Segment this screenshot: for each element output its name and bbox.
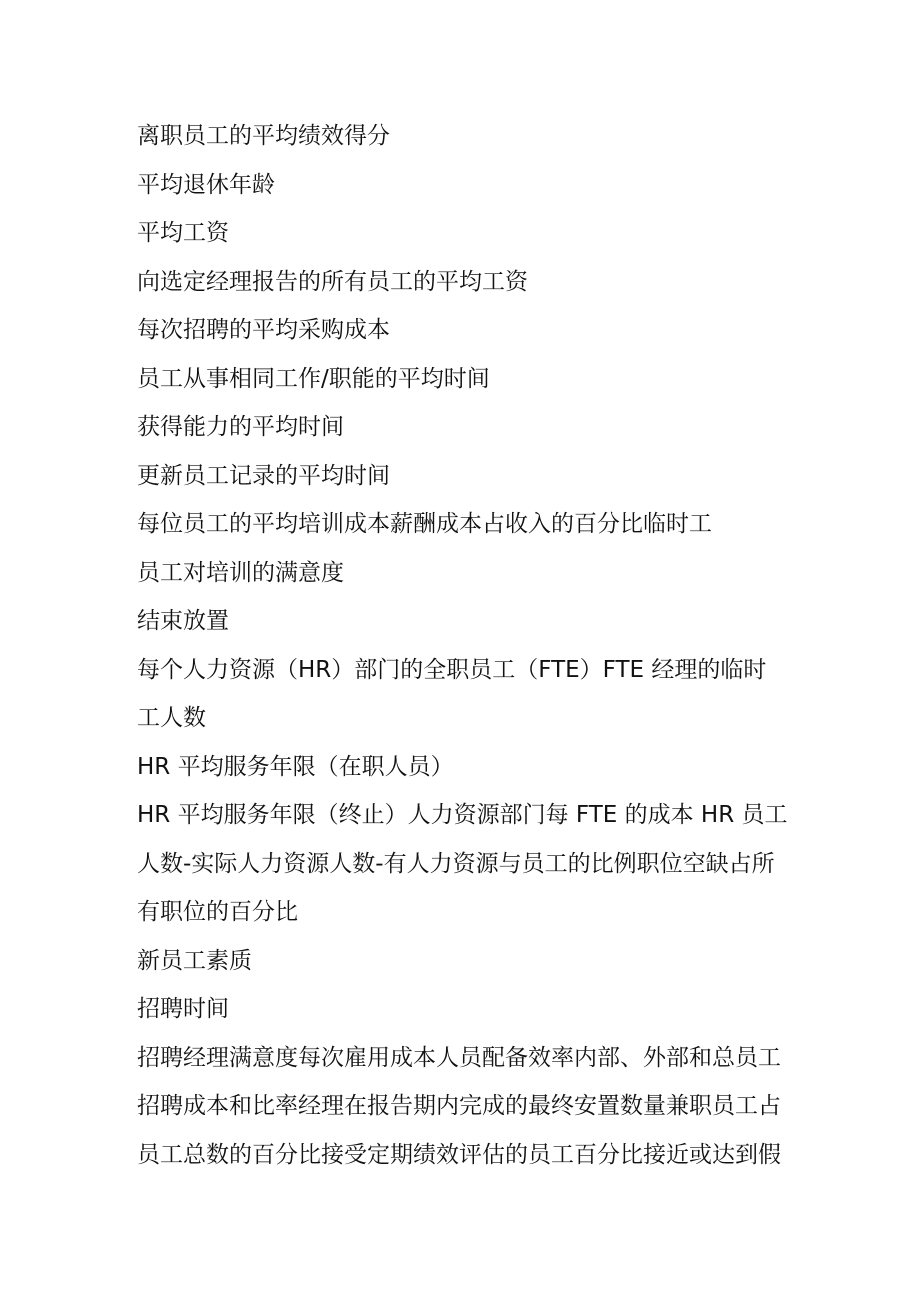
text-line: 人数-实际人力资源人数-有人力资源与员工的比例职位空缺占所 xyxy=(137,850,775,877)
text-line: 每个人力资源（HR）部门的全职员工（FTE）FTE 经理的临时 xyxy=(137,656,767,683)
text-line: 结束放置 xyxy=(137,608,229,634)
text-line: 更新员工记录的平均时间 xyxy=(137,462,390,489)
text-line: 离职员工的平均绩效得分 xyxy=(137,123,390,149)
text-line: 平均退休年龄 xyxy=(137,171,275,198)
text-line: 新员工素质 xyxy=(137,947,252,974)
text-line: 工人数 xyxy=(137,705,206,731)
text-line: 平均工资 xyxy=(137,220,229,246)
text-line: 招聘经理满意度每次雇用成本人员配备效率内部、外部和总员工 xyxy=(137,1044,781,1071)
text-line: 每位员工的平均培训成本薪酬成本占收入的百分比临时工 xyxy=(137,511,712,537)
document-body xyxy=(137,112,797,1179)
text-line: 员工总数的百分比接受定期绩效评估的员工百分比接近或达到假 xyxy=(137,1141,781,1168)
text-line: 获得能力的平均时间 xyxy=(137,414,344,440)
text-line: 每次招聘的平均采购成本 xyxy=(137,317,390,343)
text-line: 招聘时间 xyxy=(137,996,229,1022)
text-line: HR 平均服务年限（终止）人力资源部门每 FTE 的成本 HR 员工 xyxy=(137,802,788,828)
text-line: 有职位的百分比 xyxy=(137,899,298,925)
text-line: 员工对培训的满意度 xyxy=(137,559,344,586)
text-line: HR 平均服务年限（在职人员） xyxy=(137,753,454,780)
text-line: 员工从事相同工作/职能的平均时间 xyxy=(137,365,490,392)
text-line: 向选定经理报告的所有员工的平均工资 xyxy=(137,268,528,295)
text-line: 招聘成本和比率经理在报告期内完成的最终安置数量兼职员工占 xyxy=(137,1093,781,1119)
